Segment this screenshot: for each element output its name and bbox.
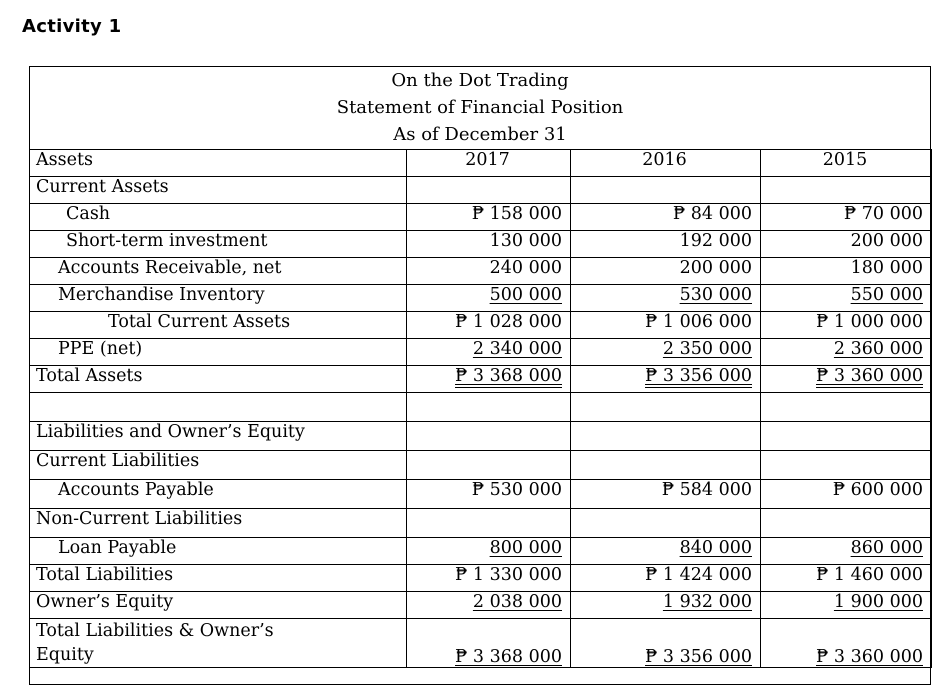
row-label: Accounts Receivable, net [30,258,407,285]
value-2015 [761,285,932,312]
table-row [30,565,932,592]
financial-statement [29,66,931,685]
table-row [30,177,932,204]
value-text: 530 000 [679,285,752,305]
table-row [30,204,932,231]
blank-cell [571,393,761,422]
value-text: 550 000 [850,285,923,305]
table-row [30,509,932,538]
value-text: ₱ 3 356 000 [645,647,752,667]
value-2015 [761,509,932,538]
value-2017: 240 000 [407,258,571,285]
value-text: 2 360 000 [833,339,923,359]
row-label: Merchandise Inventory [30,285,407,312]
blank-row [30,393,932,422]
row-label [30,619,407,668]
value-text: ₱ 3 360 000 [816,366,923,386]
value-2016: ₱ 1 424 000 [571,565,761,592]
value-2016 [571,538,761,565]
year-2015-header: 2015 [761,150,932,177]
value-2017 [407,422,571,451]
table-row [30,480,932,509]
blank-cell [761,393,932,422]
row-label-text: Total Liabilities & Owner’s Equity [36,621,274,665]
row-label: Loan Payable [30,538,407,565]
table-row [30,422,932,451]
table-row [30,231,932,258]
table-row [30,619,932,668]
table-row [30,451,932,480]
year-2016-header: 2016 [571,150,761,177]
value-2016: 200 000 [571,258,761,285]
value-2016: ₱ 584 000 [571,480,761,509]
value-text: 2 340 000 [472,339,562,359]
value-text: ₱ 3 356 000 [645,366,752,386]
value-2017 [407,177,571,204]
value-2017 [407,538,571,565]
statement-title: Statement of Financial Position [336,97,624,118]
value-2015: ₱ 600 000 [761,480,932,509]
value-2016 [571,366,761,393]
value-2017 [407,592,571,619]
company-name: On the Dot Trading [391,70,569,91]
row-label: Total Assets [30,366,407,393]
value-text: 2 038 000 [472,592,562,612]
value-2015 [761,366,932,393]
row-label: Current Assets [30,177,407,204]
value-text: 1 900 000 [833,592,923,612]
table-row [30,339,932,366]
table-row [30,366,932,393]
value-2015: ₱ 1 000 000 [761,312,932,339]
value-2017 [407,619,571,668]
column-header-row [30,150,932,177]
value-2017 [407,451,571,480]
value-2017 [407,509,571,538]
value-text: ₱ 3 360 000 [816,647,923,667]
value-text: 1 932 000 [662,592,752,612]
value-text: ₱ 3 368 000 [455,647,562,667]
value-text: ₱ 3 368 000 [455,366,562,386]
blank-cell [407,393,571,422]
row-label: Non-Current Liabilities [30,509,407,538]
table-row [30,285,932,312]
year-2017-header: 2017 [407,150,571,177]
row-label: Owner’s Equity [30,592,407,619]
value-2017 [407,285,571,312]
value-2015: ₱ 70 000 [761,204,932,231]
row-label: Accounts Payable [30,480,407,509]
value-2017 [407,339,571,366]
value-text: 840 000 [679,538,752,558]
statement-header [30,67,930,148]
value-2016 [571,339,761,366]
row-label: Current Liabilities [30,451,407,480]
value-2015 [761,177,932,204]
table-row [30,538,932,565]
value-2015 [761,592,932,619]
value-2016 [571,619,761,668]
value-2016 [571,422,761,451]
value-2017: ₱ 1 330 000 [407,565,571,592]
assets-heading: Assets [30,150,407,177]
value-2016 [571,285,761,312]
value-2015: ₱ 1 460 000 [761,565,932,592]
table-row [30,592,932,619]
statement-date: As of December 31 [393,124,567,145]
value-2016: 192 000 [571,231,761,258]
value-2017: 130 000 [407,231,571,258]
row-label: Total Liabilities [30,565,407,592]
value-2015 [761,339,932,366]
value-2015: 200 000 [761,231,932,258]
value-text: 500 000 [489,285,562,305]
value-2015 [761,619,932,668]
blank-cell [30,393,407,422]
value-2015 [761,538,932,565]
value-2015: 180 000 [761,258,932,285]
value-2015 [761,451,932,480]
value-2017: ₱ 530 000 [407,480,571,509]
value-2017 [407,366,571,393]
value-text: 2 350 000 [662,339,752,359]
row-label: Short-term investment [30,231,407,258]
value-2017: ₱ 158 000 [407,204,571,231]
value-2016 [571,177,761,204]
value-2016 [571,451,761,480]
table-row [30,258,932,285]
row-label: Cash [30,204,407,231]
statement-table [29,149,932,668]
row-label: Liabilities and Owner’s Equity [30,422,407,451]
value-2016 [571,592,761,619]
table-row [30,312,932,339]
row-label: Total Current Assets [30,312,407,339]
row-label: PPE (net) [30,339,407,366]
value-text: 800 000 [489,538,562,558]
value-2016 [571,509,761,538]
value-2016: ₱ 84 000 [571,204,761,231]
activity-title: Activity 1 [22,16,122,37]
value-2015 [761,422,932,451]
value-2017: ₱ 1 028 000 [407,312,571,339]
value-text: 860 000 [850,538,923,558]
value-2016: ₱ 1 006 000 [571,312,761,339]
